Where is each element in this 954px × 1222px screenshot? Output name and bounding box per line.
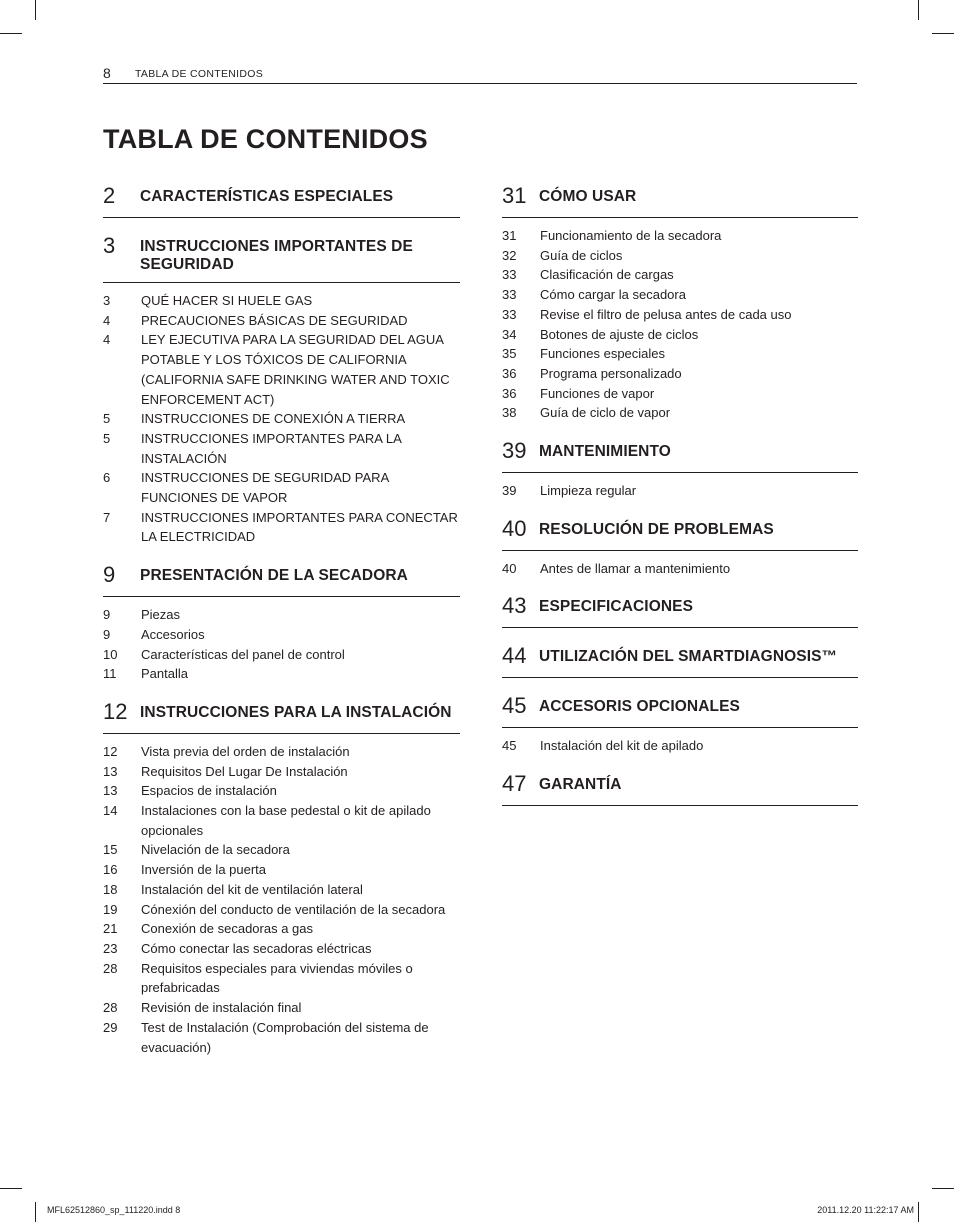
crop-mark [918, 1202, 919, 1222]
entry-text: LEY EJECUTIVA PARA LA SEGURIDAD DEL AGUA POTABLE Y LOS TÓXICOS DE CALIFORNIA (CALIFORNIA SAFE DRINKING WATER AND TOXIC ENFORCEMENT ACT) [141, 332, 450, 407]
toc-entry [502, 305, 858, 325]
toc-entry [103, 330, 460, 409]
crop-mark [35, 0, 36, 20]
section-page-number: 12 [103, 698, 128, 724]
section-title: CARACTERÍSTICAS ESPECIALES [140, 188, 394, 205]
entry-text: Instalación del kit de ventilación lateral [141, 881, 363, 897]
entry-text: Funciones de vapor [540, 385, 655, 401]
toc-entry [502, 559, 858, 579]
entry-page-number: 34 [502, 326, 517, 342]
entry-page-number: 13 [103, 763, 118, 779]
section-title: INSTRUCCIONES PARA LA INSTALACIÓN [140, 703, 452, 721]
section-page-number: 9 [103, 562, 116, 588]
entry-page-number: 5 [103, 430, 111, 446]
section-entries [502, 728, 858, 756]
entry-text: Inversión de la puerta [141, 862, 267, 878]
entry-page-number: 4 [103, 332, 111, 348]
toc-entry [103, 311, 460, 331]
footer-file: MFL62512860_sp_111220.indd 8 [47, 1205, 181, 1215]
entry-page-number: 16 [103, 862, 118, 878]
entry-page-number: 9 [103, 607, 111, 623]
section-heading [103, 562, 460, 597]
section-heading [502, 593, 858, 628]
entry-text: INSTRUCCIONES DE SEGURIDAD PARA FUNCIONES DE VAPOR [141, 470, 389, 506]
toc-entry [103, 919, 460, 939]
entry-page-number: 39 [502, 483, 517, 499]
toc-entry [103, 291, 460, 311]
toc-entry [502, 481, 858, 501]
entry-text: Clasificación de cargas [540, 267, 674, 283]
entry-page-number: 33 [502, 267, 517, 283]
toc-section [502, 438, 858, 501]
section-heading [502, 516, 858, 551]
entry-text: Requisitos Del Lugar De Instalación [141, 763, 348, 779]
section-page-number: 31 [502, 183, 527, 208]
toc-entry [103, 801, 460, 840]
entry-text: Vista previa del orden de instalación [141, 743, 350, 759]
toc-entry [502, 246, 858, 266]
entry-text: Test de Instalación (Comprobación del sistema de evacuación) [141, 1019, 429, 1055]
entry-text: Programa personalizado [540, 365, 682, 381]
toc-section [103, 233, 460, 547]
entry-text: Instalación del kit de apilado [540, 738, 704, 754]
entry-page-number: 40 [502, 560, 517, 576]
entry-text: Nivelación de la secadora [141, 842, 290, 858]
entry-page-number: 11 [103, 666, 117, 682]
section-heading [103, 699, 460, 734]
entry-text: Revisión de instalación final [141, 1000, 302, 1016]
toc-entry [103, 939, 460, 959]
section-page-number: 43 [502, 593, 527, 619]
toc-entry [103, 840, 460, 860]
entry-page-number: 36 [502, 365, 517, 381]
entry-page-number: 13 [103, 783, 118, 799]
entry-text: Cómo conectar las secadoras eléctricas [141, 940, 372, 956]
entry-text: Limpieza regular [540, 483, 637, 499]
entry-page-number: 35 [502, 346, 517, 362]
section-heading [103, 233, 460, 283]
crop-mark [932, 33, 954, 34]
toc-entry [502, 285, 858, 305]
toc-entry [502, 384, 858, 404]
entry-page-number: 33 [502, 287, 517, 303]
entry-page-number: 14 [103, 803, 118, 819]
toc-section [502, 593, 858, 628]
section-title: PRESENTACIÓN DE LA SECADORA [140, 567, 408, 585]
entry-page-number: 33 [502, 306, 517, 322]
entry-page-number: 6 [103, 470, 111, 486]
section-title: MANTENIMIENTO [539, 443, 671, 461]
crop-mark [35, 1202, 36, 1222]
section-entries [103, 283, 460, 547]
entry-text: Guía de ciclo de vapor [540, 405, 671, 421]
section-page-number: 45 [502, 693, 527, 719]
page-title: TABLA DE CONTENIDOS [103, 124, 428, 154]
toc-entry [502, 265, 858, 285]
entry-page-number: 28 [103, 960, 118, 976]
toc-entry [103, 781, 460, 801]
entry-text: Accesorios [141, 626, 205, 642]
toc-entry [502, 364, 858, 384]
entry-text: Piezas [141, 607, 181, 623]
toc-entry [103, 880, 460, 900]
section-title: INSTRUCCIONES IMPORTANTES DE SEGURIDAD [140, 238, 413, 273]
toc-entry [103, 429, 460, 468]
page-header [103, 65, 857, 84]
entry-page-number: 18 [103, 881, 118, 897]
toc-section [502, 771, 858, 806]
toc-section [502, 643, 858, 678]
entry-text: PRECAUCIONES BÁSICAS DE SEGURIDAD [141, 312, 408, 328]
section-heading [103, 183, 460, 218]
toc-section [103, 699, 460, 1057]
section-entries [502, 551, 858, 579]
toc-entry [103, 508, 460, 547]
section-title: CÓMO USAR [539, 188, 637, 205]
entry-page-number: 45 [502, 738, 517, 754]
toc-section [103, 562, 460, 684]
toc-entry [103, 468, 460, 507]
section-entries [502, 473, 858, 501]
entry-text: Instalaciones con la base pedestal o kit de apilado opcionales [141, 803, 431, 838]
toc-section [502, 183, 858, 423]
entry-text: Pantalla [141, 666, 188, 682]
toc-left-column [103, 183, 460, 1072]
entry-text: Requisitos especiales para viviendas móviles o prefabricadas [141, 960, 413, 996]
toc-entry [502, 403, 858, 423]
section-heading [502, 183, 858, 218]
entry-page-number: 32 [502, 247, 517, 263]
section-page-number: 2 [103, 183, 116, 208]
toc-entry [502, 736, 858, 756]
section-page-number: 47 [502, 771, 527, 797]
toc-entry [502, 325, 858, 345]
page-number: 8 [103, 65, 111, 81]
entry-text: Antes de llamar a mantenimiento [540, 560, 731, 576]
entry-text: INSTRUCCIONES DE CONEXIÓN A TIERRA [141, 411, 406, 427]
section-entries [103, 734, 460, 1057]
toc-entry [103, 762, 460, 782]
toc-section [502, 516, 858, 579]
section-heading [502, 693, 858, 728]
entry-page-number: 29 [103, 1019, 118, 1035]
entry-text: QUÉ HACER SI HUELE GAS [141, 293, 313, 308]
running-title: TABLA DE CONTENIDOS [135, 68, 264, 80]
entry-text: Cónexión del conducto de ventilación de la secadora [141, 901, 446, 917]
section-title: GARANTÍA [539, 776, 622, 794]
entry-page-number: 23 [103, 940, 118, 956]
section-title: ESPECIFICACIONES [539, 598, 694, 616]
entry-page-number: 38 [502, 405, 517, 421]
section-heading [502, 771, 858, 806]
entry-text: Funciones especiales [540, 346, 666, 362]
entry-page-number: 15 [103, 842, 118, 858]
entry-text: Botones de ajuste de ciclos [540, 326, 699, 342]
toc-entry [103, 625, 460, 645]
entry-text: Guía de ciclos [540, 247, 623, 263]
section-title: ACCESORIS OPCIONALES [539, 698, 740, 716]
crop-mark [0, 33, 22, 34]
toc-entry [103, 409, 460, 429]
toc-entry [103, 959, 460, 998]
toc-entry [103, 605, 460, 625]
section-heading [502, 438, 858, 473]
entry-page-number: 5 [103, 411, 111, 427]
entry-page-number: 7 [103, 509, 111, 525]
entry-text: Espacios de instalación [141, 783, 277, 799]
toc-section [103, 183, 460, 218]
toc-entry [103, 860, 460, 880]
toc-entry [103, 998, 460, 1018]
entry-page-number: 21 [103, 921, 118, 937]
section-heading [502, 643, 858, 678]
section-title: RESOLUCIÓN DE PROBLEMAS [539, 520, 774, 538]
toc-entry [103, 742, 460, 762]
entry-text: Funcionamiento de la secadora [540, 228, 722, 243]
toc-entry [502, 344, 858, 364]
entry-page-number: 36 [502, 385, 517, 401]
entry-page-number: 4 [103, 312, 111, 328]
entry-text: Conexión de secadoras a gas [141, 921, 314, 937]
toc-entry [103, 900, 460, 920]
entry-page-number: 31 [502, 228, 517, 243]
entry-text: INSTRUCCIONES IMPORTANTES PARA LA INSTALACIÓN [141, 430, 402, 466]
section-entries [502, 218, 858, 423]
section-title: UTILIZACIÓN DEL SMARTDIAGNOSIS™ [539, 648, 838, 666]
toc-section [502, 693, 858, 756]
section-page-number: 39 [502, 438, 527, 464]
section-page-number: 40 [502, 515, 527, 541]
section-page-number: 3 [103, 233, 116, 258]
crop-mark [0, 1188, 22, 1189]
entry-text: Características del panel de control [141, 646, 345, 662]
entry-page-number: 3 [103, 293, 111, 308]
toc-right-column [502, 183, 858, 821]
section-entries [103, 597, 460, 684]
entry-text: Cómo cargar la secadora [540, 287, 686, 303]
crop-mark [932, 1188, 954, 1189]
crop-mark [918, 0, 919, 20]
entry-page-number: 12 [103, 743, 118, 759]
entry-page-number: 9 [103, 626, 111, 642]
entry-page-number: 28 [103, 1000, 118, 1016]
toc-entry [502, 226, 858, 246]
toc-entry [103, 645, 460, 665]
footer-timestamp: 2011.12.20 11:22:17 AM [817, 1205, 914, 1215]
entry-text: Revise el filtro de pelusa antes de cada uso [540, 306, 792, 322]
section-page-number: 44 [502, 643, 527, 669]
entry-text: INSTRUCCIONES IMPORTANTES PARA CONECTAR LA ELECTRICIDAD [141, 509, 458, 545]
toc-entry [103, 664, 460, 684]
entry-page-number: 10 [103, 646, 118, 662]
toc-entry [103, 1018, 460, 1057]
entry-page-number: 19 [103, 901, 118, 917]
